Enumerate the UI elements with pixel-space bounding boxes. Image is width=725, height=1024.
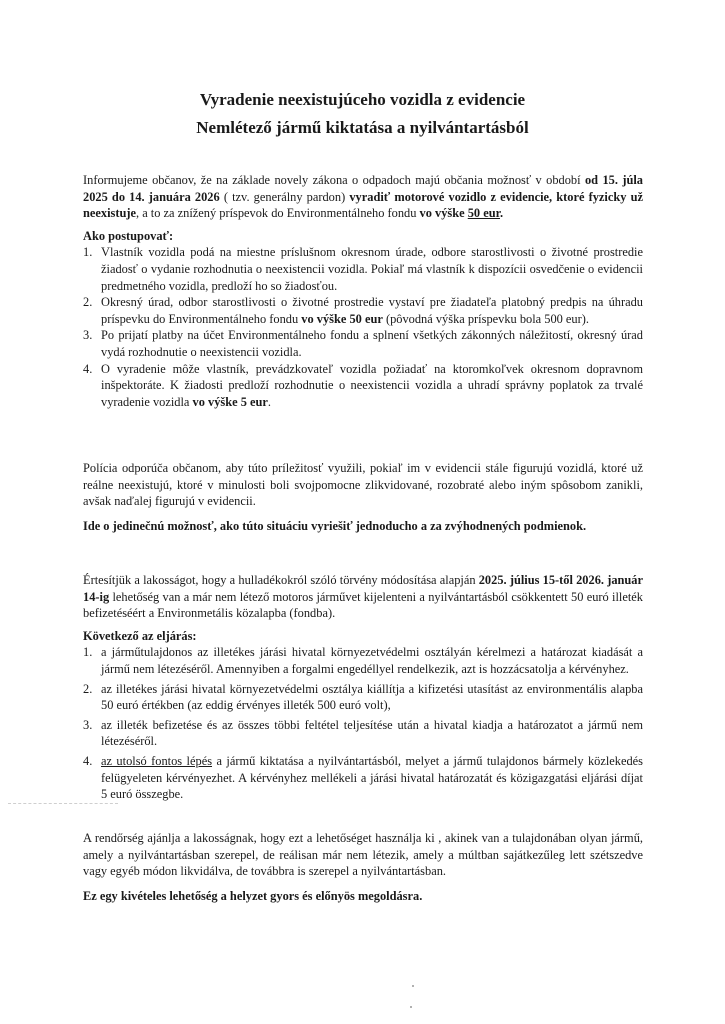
text: az illeték befizetése és az összes többi feltétel teljesítése után a hivatal kiadja a határozatot a jármű nem létezéséről. — [101, 717, 643, 749]
text: ( tzv. generálny pardon) — [219, 189, 350, 204]
hungarian-steps-list — [83, 644, 643, 802]
amount — [420, 206, 504, 220]
list-number: 2. — [83, 295, 93, 310]
text: Okresný úrad, odbor starostlivosti o životné prostredie vystaví pre žiadateľa platobný predpis na úhradu príspevku do Environmentálneho fondu — [101, 295, 643, 326]
date-range: 2025. július 15-től 2026. január 14-ig — [83, 573, 643, 604]
underlined-text: az utolsó fontos lépés — [101, 753, 213, 768]
amount: vo výške 50 eur — [301, 311, 383, 326]
text: , a to za znížený príspevok do Environmentálneho fondu — [136, 206, 420, 221]
emphasis: vyradiť motorové vozidlo z evidencie, ktoré fyzicky už neexistuje — [83, 189, 643, 221]
how-to-heading: Ako postupovať: — [83, 228, 174, 243]
slovak-closing: Ide o jedinečnú možnosť, ako túto situáciu vyriešiť jednoducho a za zvýhodnených podmienok. — [83, 518, 587, 533]
hungarian-section — [83, 572, 643, 803]
title-slovak: Vyradenie neexistujúceho vozidla z evidencie — [199, 90, 526, 109]
scan-artifact-dot — [410, 1006, 412, 1008]
list-item — [83, 327, 643, 360]
list-item — [83, 644, 643, 677]
scan-artifact-line — [8, 803, 118, 804]
text: O vyradenie môže vlastník, prevádzkovateľ vozidla požiadať na ktoromkoľvek okresnom dopravnom inšpektoráte. K žiadosti predloží rozhodnutie o neexistencii vozidla a uhradí správny poplatok za trvalé vyradenie vozidla — [101, 361, 643, 409]
text: Po prijatí platby na účet Environmentálneho fondu a splnení všetkých zákonných náležitostí, okresný úrad vydá rozhodnutie o neexistencii vozidla. — [101, 328, 643, 359]
text: Informujeme občanov, že na základe novely zákona o odpadoch majú občania možnosť v období — [83, 173, 585, 187]
list-number: 4. — [83, 361, 93, 376]
list-number: 2. — [83, 681, 93, 696]
slovak-steps-list — [83, 244, 643, 410]
text: Polícia odporúča občanom, aby túto príležitosť využili, pokiaľ im v evidencii stále figurujú vozidlá, ktoré už reálne neexistujú, ktoré v minulosti boli svojpomocne zlikvidované, rozobraté alebo iným spôsobom zanikli, avšak naďalej figurujú v evidencii. — [83, 461, 643, 509]
list-number: 1. — [83, 645, 93, 660]
text: (pôvodná výška príspevku bola 500 eur). — [382, 311, 589, 326]
amount-value: 50 eur — [467, 206, 500, 221]
text: Értesítjük a lakosságot, hogy a hulladékokról szóló törvény módosítása alapján — [83, 573, 479, 587]
scan-artifact-dot — [412, 985, 414, 987]
list-item — [83, 244, 643, 294]
text: vo výške — [419, 206, 468, 221]
text: . — [499, 206, 504, 221]
slovak-section — [83, 172, 643, 410]
list-number: 4. — [83, 753, 93, 768]
list-item — [83, 294, 643, 327]
list-number: 1. — [83, 245, 93, 260]
list-item — [83, 361, 643, 411]
date-range: od 15. júla 2025 do 14. januára 2026 — [83, 173, 643, 204]
hungarian-closing: Ez egy kivételes lehetőség a helyzet gyors és előnyös megoldásra. — [83, 888, 423, 903]
title-hungarian: Nemlétező jármű kiktatása a nyilvántartásból — [196, 118, 529, 137]
text: az illetékes járási hivatal környezetvédelmi osztálya kiállítja a kifizetési utasítást az environmentális alapba 50 euró értékben (az eddig érvényes illeték 500 euró volt), — [101, 681, 643, 713]
text: . — [267, 394, 271, 409]
text: lehetőség van a már nem létező motoros járművet kijelenteni a nyilvántartásból csökkentett 50 euró illeték befizetéséért a Environmetális közalapba (fondba). — [83, 589, 643, 621]
list-item — [83, 753, 643, 803]
list-number: 3. — [83, 328, 93, 343]
hungarian-police-paragraph — [83, 830, 643, 904]
slovak-intro-paragraph — [83, 172, 643, 222]
next-procedure-heading: Következő az eljárás: — [83, 628, 197, 643]
slovak-police-paragraph — [83, 460, 643, 534]
hungarian-intro-paragraph — [83, 572, 643, 622]
list-item — [83, 717, 643, 750]
list-number: 3. — [83, 717, 93, 732]
text: A rendőrség ajánlja a lakosságnak, hogy ezt a lehetőséget használja ki , akinek van a tulajdonában olyan jármű, amely a nyilvántartásban szerepel, de reálisan már nem létezik, amely a múltban sajátkezűleg lett szétszedve vagy egyéb módon likvidálva, de továbbra is szerepel a nyilvántartásban. — [83, 831, 643, 879]
text: a járműtulajdonos az illetékes járási hivatal környezetvédelmi osztályán kérelmezi a határozat kiadását a jármű nem létezéséről. Amennyiben a forgalmi engedéllyel rendelkezik, azt is hozzácsatolja a kérvényhez. — [101, 645, 643, 676]
list-item — [83, 681, 643, 714]
amount: vo výške 5 eur — [192, 394, 268, 409]
text: Vlastník vozidla podá na miestne príslušnom okresnom úrade, odbore starostlivosti o životné prostredie žiadosť o vydanie rozhodnutia o neexistencii vozidla. Pokiaľ má vlastník k dispozícii osvedčenie o evidencii predmetného vozidla, predloží ho so žiadosťou. — [101, 245, 643, 293]
text: a jármű kiktatása a nyilvántartásból, melyet a jármű tulajdonos bármely közlekedés felügyeleten kérvényezhet. A kérvényhez mellékeli a járási hivatal határozatát és közigazgatási eljárási díjat 5 euró összegbe. — [101, 753, 643, 802]
